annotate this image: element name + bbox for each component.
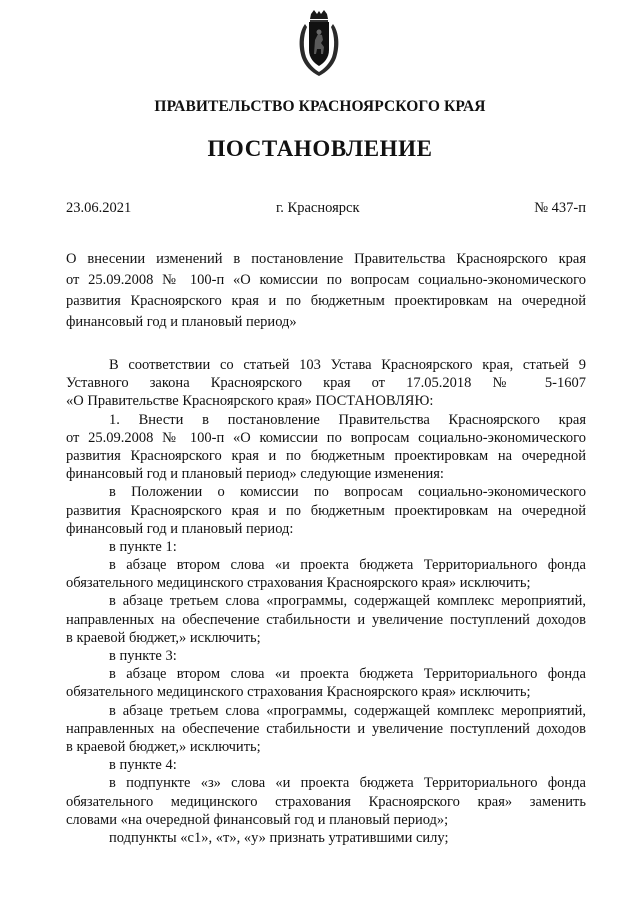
krasnoyarsk-coat-of-arms-icon — [295, 10, 343, 78]
body-line: развития Красноярского края и по бюджетным проектировкам на очередной — [66, 502, 586, 519]
body-line: в абзаце третьем слова «программы, содержащей комплекс мероприятий, — [109, 702, 586, 719]
body-line: в абзаце втором слова «и проекта бюджета Территориального фонда — [109, 557, 586, 574]
body-line: от 25.09.2008 № 100-п «О комиссии по вопросам социально-экономического — [66, 429, 586, 446]
body-line: в пункте 3: — [109, 648, 177, 664]
document-subject — [66, 249, 586, 333]
body-line: в Положении о комиссии по вопросам социально-экономического — [109, 484, 586, 501]
body-line: подпункты «с1», «т», «у» признать утратившими силу; — [109, 829, 449, 846]
body-line: обязательного медицинского страхования Красноярского края» исключить; — [66, 684, 531, 701]
body-line: В соответствии со статьей 103 Устава Красноярского края, статьей 9 — [109, 357, 586, 373]
document-city: г. Красноярск — [276, 200, 360, 216]
body-line: 1. Внести в постановление Правительства Красноярского края — [109, 411, 586, 428]
body-line: обязательного медицинского страхования Красноярского края» заменить — [66, 793, 586, 810]
document-type: ПОСТАНОВЛЕНИЕ — [207, 136, 433, 161]
body-line: Уставного закона Красноярского края от 17.05.2018 № 5-1607 — [66, 375, 586, 392]
body-line: направленных на обеспечение стабильности и увеличение поступлений доходов — [66, 611, 586, 628]
body-line: в абзаце втором слова «и проекта бюджета Территориального фонда — [109, 666, 586, 683]
body-line: в краевой бюджет,» исключить; — [66, 629, 261, 646]
subject-line: О внесении изменений в постановление Правительства Красноярского края — [66, 251, 586, 267]
subject-line: от 25.09.2008 № 100-п «О комиссии по вопросам социально-экономического — [66, 272, 586, 288]
body-line: финансовый год и плановый период» следующие изменения: — [66, 466, 444, 483]
government-name: ПРАВИТЕЛЬСТВО КРАСНОЯРСКОГО КРАЯ — [154, 98, 486, 115]
body-line: словами «на очередной финансовый год и плановый период»; — [66, 811, 449, 828]
document-body — [66, 356, 586, 847]
body-line: «О Правительстве Красноярского края» ПОСТАНОВЛЯЮ: — [66, 393, 434, 410]
body-line: в подпункте «з» слова «и проекта бюджета Территориального фонда — [109, 775, 586, 792]
body-line: направленных на обеспечение стабильности и увеличение поступлений доходов — [66, 720, 586, 737]
body-line: обязательного медицинского страхования Красноярского края» исключить; — [66, 575, 531, 592]
body-line: в пункте 1: — [109, 538, 177, 555]
document-meta-row — [66, 200, 586, 220]
subject-line: финансовый год и плановый период» — [66, 314, 297, 330]
document-date: 23.06.2021 — [66, 200, 132, 216]
document-number: № 437-п — [534, 200, 586, 216]
subject-line: развития Красноярского края и по бюджетным проектировкам на очередной — [66, 293, 586, 309]
body-line: развития Красноярского края и по бюджетным проектировкам на очередной — [66, 447, 586, 464]
body-line: в краевой бюджет,» исключить; — [66, 738, 261, 755]
body-line: в абзаце третьем слова «программы, содержащей комплекс мероприятий, — [109, 593, 586, 610]
body-line: в пункте 4: — [109, 757, 177, 774]
body-line: финансовый год и плановый период: — [66, 520, 294, 537]
